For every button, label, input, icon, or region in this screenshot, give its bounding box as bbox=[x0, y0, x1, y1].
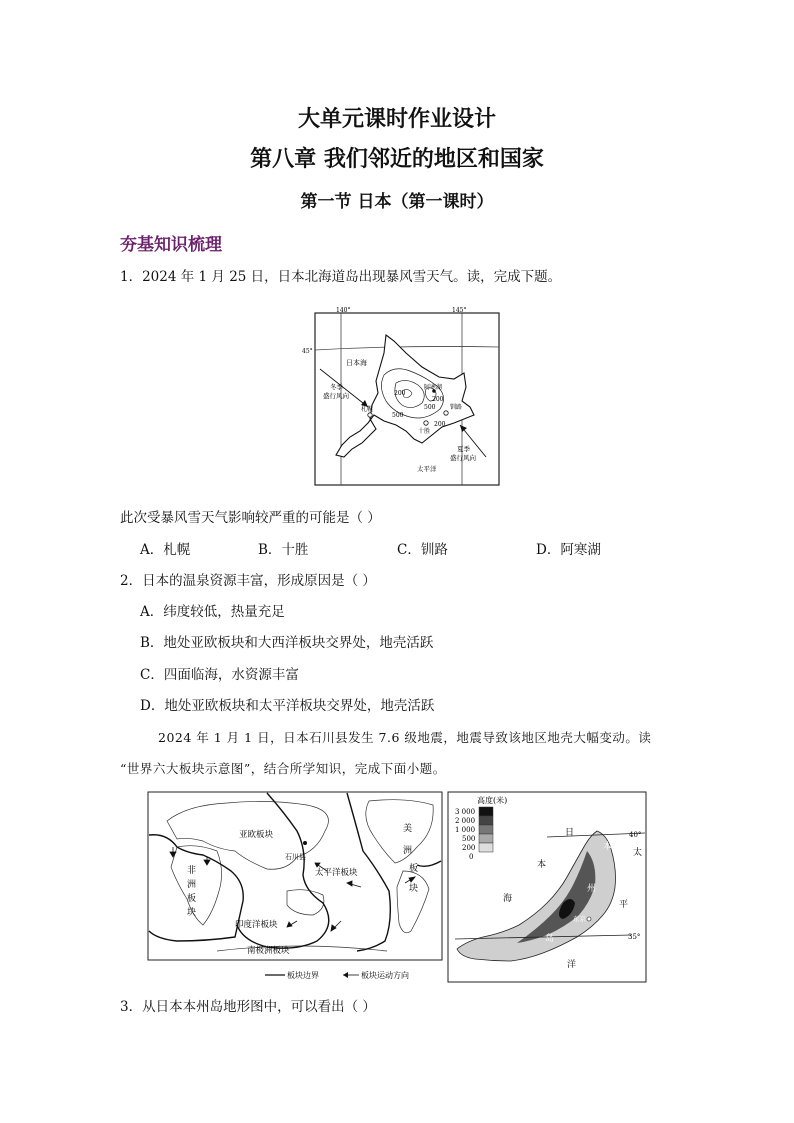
question-1-prompt: 此次受暴风雪天气影响较严重的可能是（ ） bbox=[120, 510, 381, 526]
contour-label-500-a: 500 bbox=[392, 412, 404, 419]
contour-label-200-c: 200 bbox=[434, 421, 446, 428]
legend-arrow-head bbox=[343, 972, 348, 978]
map-label-yang: 洋 bbox=[567, 960, 577, 970]
america-plate-3: 板 bbox=[409, 864, 419, 874]
chapter-title: 第八章 我们邻近的地区和国家 bbox=[250, 147, 544, 172]
legend-level-0: 3 000 bbox=[455, 808, 476, 816]
legend-boundary-label: 板块边界 bbox=[287, 971, 319, 980]
legend-swatch-2000 bbox=[479, 816, 493, 825]
map-label-tai: 太 bbox=[633, 848, 643, 858]
sapporo-dot bbox=[368, 413, 372, 417]
legend-swatch-500 bbox=[479, 834, 493, 843]
lon-145-label: 145° bbox=[452, 307, 467, 314]
indian-plate-label: 印度洋板块 bbox=[235, 920, 278, 930]
sea-label: 日本海 bbox=[346, 359, 367, 367]
summer-wind-label-2: 盛行风向 bbox=[450, 454, 476, 462]
kushiro-dot bbox=[444, 411, 448, 415]
eurasia-plate-label: 亚欧板块 bbox=[239, 830, 274, 840]
passage-line-2: “世界六大板块示意图”，结合所学知识，完成下面小题。 bbox=[120, 761, 446, 776]
lake-label: 阿寒湖 bbox=[424, 384, 443, 391]
map-label-dao: 岛 bbox=[545, 934, 555, 944]
doc-title: 大单元课时作业设计 bbox=[297, 107, 496, 132]
america-plate-1: 美 bbox=[403, 824, 413, 834]
lat-35-label: 35° bbox=[628, 933, 641, 941]
lon-140-label: 140° bbox=[336, 307, 351, 314]
legend-swatch-3000 bbox=[479, 807, 493, 816]
summer-wind-label-1: 夏季 bbox=[457, 445, 470, 453]
africa-plate-2: 洲 bbox=[187, 880, 197, 890]
legend-level-2: 1 000 bbox=[455, 826, 476, 834]
legend-level-5: 0 bbox=[469, 853, 474, 861]
legend-motion-label: 板块运动方向 bbox=[361, 971, 409, 980]
q1-option-c: C．钏路 bbox=[397, 542, 448, 558]
map-label-zhou: 州 bbox=[587, 884, 597, 894]
legend-swatch-200 bbox=[479, 843, 493, 852]
map-label-ri: 日 bbox=[565, 828, 575, 838]
q2-option-d: D．地处亚欧板块和太平洋板块交界处，地壳活跃 bbox=[140, 698, 435, 714]
q1-option-a: A．札幌 bbox=[140, 542, 191, 558]
africa-plate-4: 块 bbox=[187, 908, 197, 918]
map-label-hai: 海 bbox=[503, 894, 513, 904]
map-label-ping: 平 bbox=[619, 900, 629, 910]
pacific-plate-label: 太平洋板块 bbox=[315, 868, 358, 878]
tokachi-dot bbox=[424, 421, 428, 425]
world-plates-map bbox=[147, 791, 443, 987]
ishikawa-dot bbox=[303, 841, 307, 845]
map-label-ben2: 本 bbox=[603, 842, 613, 852]
legend-level-1: 2 000 bbox=[455, 817, 476, 825]
honshu-topo-map bbox=[447, 791, 647, 983]
tokyo-dot bbox=[587, 917, 591, 921]
antarctic-plate-label: 南极洲板块 bbox=[247, 946, 290, 956]
passage-line-1: 2024 年 1 月 1 日，日本石川县发生 7.6 级地震，地震导致该地区地壳大幅变动。读 bbox=[158, 730, 652, 745]
question-2-stem: 2．日本的温泉资源丰富，形成原因是（ ） bbox=[120, 573, 376, 589]
section-subtitle: 第一节 日本（第一课时） bbox=[300, 192, 494, 212]
legend-swatch-1000 bbox=[479, 825, 493, 834]
question-1-stem: 1．2024 年 1 月 25 日，日本北海道岛出现暴风雪天气。读，完成下题。 bbox=[120, 269, 562, 285]
map-label-ben: 本 bbox=[537, 860, 547, 870]
ishikawa-label: 石川县 bbox=[285, 853, 306, 861]
q2-option-c: C．四面临海，水资源丰富 bbox=[140, 667, 299, 683]
america-plate-4: 块 bbox=[409, 884, 419, 894]
contour-label-500-b: 500 bbox=[424, 404, 436, 411]
map-frame bbox=[148, 792, 442, 960]
tokyo-label: 东京 bbox=[573, 915, 586, 923]
africa-plate-1: 非 bbox=[187, 866, 197, 876]
question-3-stem: 3．从日本本州岛地形图中，可以看出（ ） bbox=[120, 999, 376, 1015]
africa-plate-3: 板 bbox=[187, 894, 197, 904]
q2-option-a: A．纬度较低，热量充足 bbox=[140, 604, 285, 620]
ocean-label: 太平洋 bbox=[417, 465, 437, 473]
tokachi-label: 十胜 bbox=[418, 428, 431, 435]
kushiro-label: 钏路 bbox=[450, 404, 463, 411]
winter-wind-label-1: 冬季 bbox=[330, 383, 343, 391]
q1-option-d: D．阿寒湖 bbox=[536, 542, 601, 558]
legend-title: 高度(米) bbox=[477, 796, 508, 805]
lat-40-label: 40° bbox=[629, 831, 642, 839]
america-plate-2: 洲 bbox=[403, 846, 413, 856]
legend-level-3: 500 bbox=[462, 835, 476, 843]
sapporo-label: 札幌 bbox=[361, 406, 374, 413]
contour-label-200-a: 200 bbox=[394, 390, 406, 397]
q2-option-b: B．地处亚欧板块和大西洋板块交界处，地壳活跃 bbox=[140, 635, 434, 651]
legend-level-4: 200 bbox=[462, 844, 476, 852]
contour-label-200-b: 200 bbox=[432, 396, 444, 403]
hokkaido-map bbox=[302, 305, 501, 487]
winter-wind-label-2: 盛行风向 bbox=[323, 392, 349, 400]
lat-45-label: 45° bbox=[302, 348, 313, 355]
q1-option-b: B．十胜 bbox=[258, 542, 309, 558]
section-heading: 夯基知识梳理 bbox=[120, 235, 222, 255]
